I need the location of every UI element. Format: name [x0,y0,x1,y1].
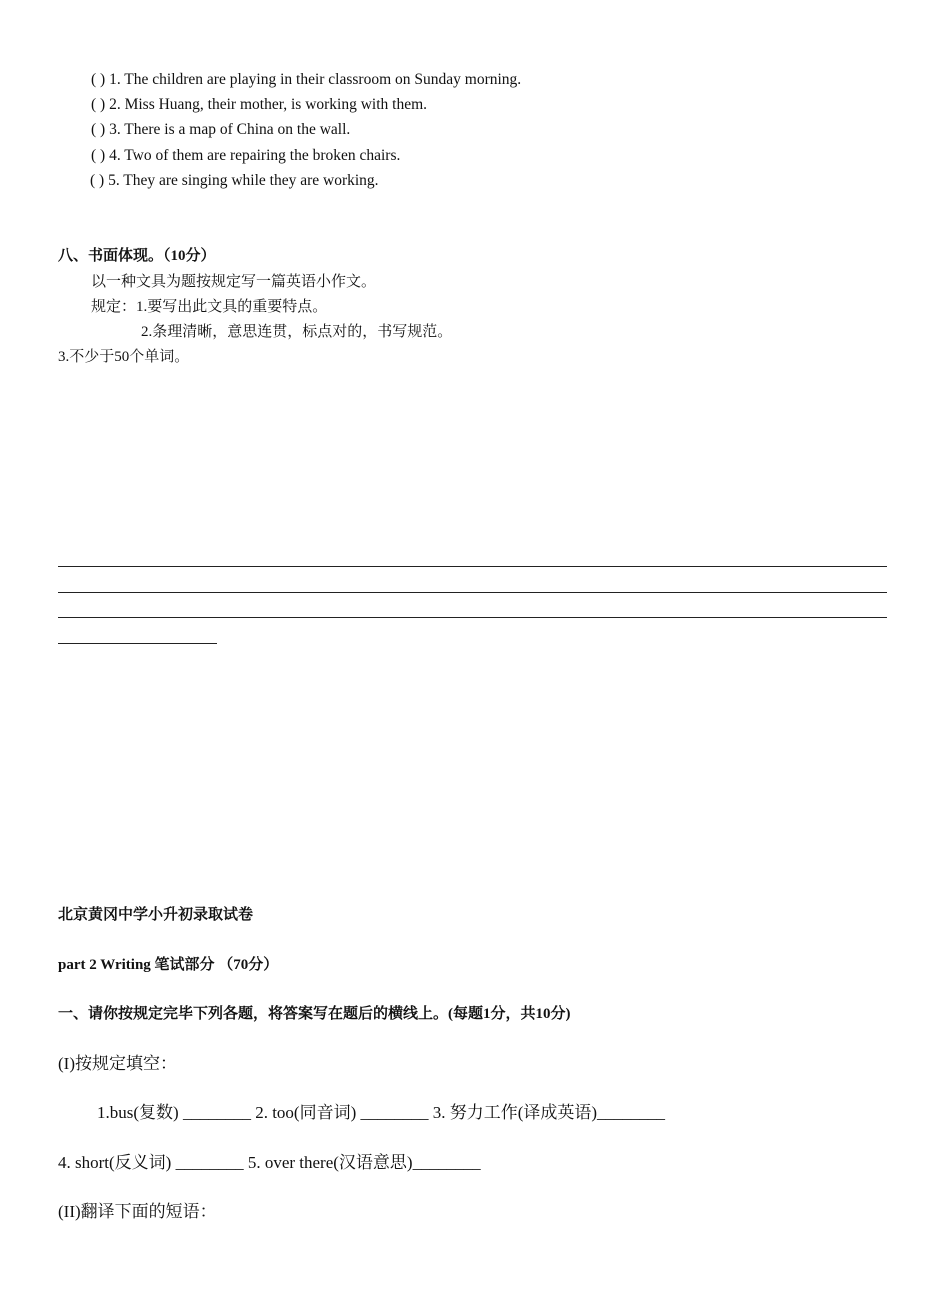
statement-5: ( ) 5. They are singing while they are working. [90,172,379,189]
section-8-heading: 八、书面体现。（10分） [58,248,216,264]
writing-rule-3: 3.不少于50个单词。 [58,349,190,365]
part-heading: part 2 Writing 笔试部分 （70分） [58,957,279,973]
answer-line-3[interactable] [58,617,887,618]
section-1-heading: 一、请你按规定完毕下列各题，将答案写在题后的横线上。(每题1分，共10分) [58,1006,571,1022]
writing-instruction: 以一种文具为题按规定写一篇英语小作文。 [91,274,377,290]
fill-blank-line-1: 1.bus(复数) ________ 2. too(同音词) ________ 3. 努力工作(译成英语)________ [97,1103,666,1122]
statement-2: ( ) 2. Miss Huang, their mother, is working with them. [91,96,428,113]
statement-1: ( ) 1. The children are playing in their classroom on Sunday morning. [91,71,522,88]
answer-line-4[interactable] [58,643,217,644]
statement-3: ( ) 3. There is a map of China on the wall. [91,121,351,138]
answer-line-1[interactable] [58,566,887,567]
writing-rule-1: 规定：1.要写出此文具的重要特点。 [91,299,328,315]
fill-blank-line-2: 4. short(反义词) ________ 5. over there(汉语意思)________ [58,1153,481,1172]
exam-title: 北京黄冈中学小升初录取试卷 [58,907,254,923]
answer-line-2[interactable] [58,592,887,593]
statement-4: ( ) 4. Two of them are repairing the broken chairs. [91,147,401,164]
subsection-2-label: (II)翻译下面的短语： [58,1202,217,1221]
subsection-1-label: (I)按规定填空： [58,1054,177,1073]
writing-rule-2: 2.条理清晰，意思连贯，标点对的，书写规范。 [141,324,453,340]
